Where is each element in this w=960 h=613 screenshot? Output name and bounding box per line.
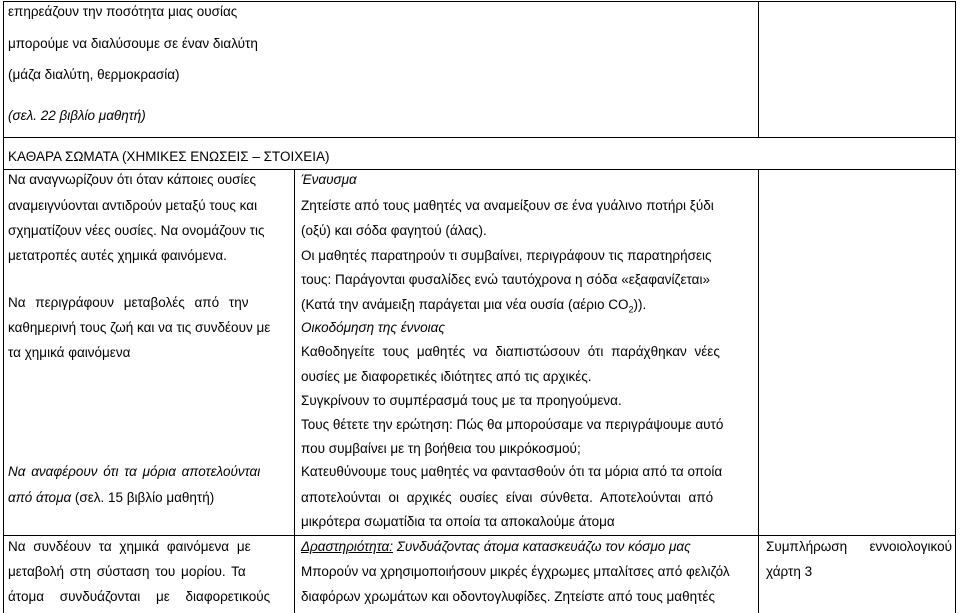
activity-text: (Κατά την ανάμειξη παράγεται μια νέα ουσία (αέριο CO <box>301 297 629 312</box>
activity-line: (οξύ) και σόδα φαγητού (άλας). <box>301 223 487 238</box>
activity-title: Συνδυάζοντας άτομα κατασκευάζω τον κόσμο μας <box>392 539 691 554</box>
intro-line-3: (μάζα διαλύτη, θερμοκρασία) <box>8 67 180 82</box>
intro-line-1: επηρεάζουν την ποσότητα μιας ουσίας <box>8 4 238 19</box>
objective-line: Να συνδέουν τα χημικά φαινόμενα με <box>8 539 251 554</box>
objective-line: άτομα συνδυάζονται με διαφορετικούς <box>8 589 271 604</box>
table-border-col-2-lower <box>758 169 759 613</box>
objective-line-6: καθημερινή τους ζωή και να τις συνδέουν με <box>8 320 271 335</box>
table-border-col-2 <box>758 1 759 137</box>
objective-line-8: Να αναφέρουν ότι τα μόρια αποτελούνται <box>8 464 261 479</box>
activity-line: Ζητείστε από τους μαθητές να αναμείξουν σε ένα γυάλινο ποτήρι ξύδι <box>301 198 714 213</box>
activity-line: Μπορούν να χρησιμοποιήσουν μικρές έγχρωμες μπαλίτσες από φελιζόλ <box>301 564 730 579</box>
table-border-row-divider-3 <box>3 535 956 536</box>
table-border-top <box>3 1 956 2</box>
subscript: 2 <box>628 304 634 315</box>
activity-line: μικρότερα σωματίδια τα οποία τα αποκαλούμε άτομα <box>301 514 615 529</box>
activity-heading <box>301 539 691 555</box>
objective-text: Να αναγνωρίζουν ότι όταν κάποιες ουσίες <box>8 172 257 187</box>
activity-line: διαφόρων χρωμάτων και οδοντογλυφίδες. Ζητείστε από τους μαθητές <box>301 589 715 604</box>
activity-line: Συγκρίνουν το συμπέρασμά τους με τα προηγούμενα. <box>301 393 622 408</box>
activity-line <box>301 490 749 505</box>
table-border-col-1 <box>294 169 295 613</box>
objective-text: αναμειγνύονται αντιδρούν μεταξύ τους και <box>8 198 258 213</box>
objective-line-1 <box>8 172 288 187</box>
objective-line-2 <box>8 198 288 213</box>
activity-line <box>301 344 749 359</box>
objective-text: σχηματίζουν νέες ουσίες. Να ονομάζουν τις <box>8 223 265 238</box>
objective-line-7: τα χημικά φαινόμενα <box>8 345 131 360</box>
assessment-word: Συμπλήρωση <box>766 539 848 554</box>
activity-line: Κατευθύνουμε τους μαθητές να φαντασθούν ότι τα μόρια από τα οποία <box>301 464 723 479</box>
objective-line-9 <box>8 490 214 506</box>
activity-text: )). <box>633 297 647 312</box>
activity-line: που συμβαίνει με τη βοήθεια του μικρόκοσμού; <box>301 441 581 456</box>
table-border-row-divider-2 <box>3 169 956 170</box>
activity-label: Δραστηριότητα: <box>301 539 393 554</box>
activity-line: ουσίες με διαφορετικές ιδιότητες από τις αρχικές. <box>301 369 592 384</box>
trigger-heading: Έναυσμα <box>301 172 357 187</box>
objective-line-5: Να περιγράφουν μεταβολές από την <box>8 295 249 310</box>
table-border-right <box>955 1 956 613</box>
table-border-left <box>3 1 4 613</box>
intro-line-2: μπορούμε να διαλύσουμε σε έναν διαλύτη <box>8 36 258 51</box>
objective-line-4: μετατροπές αυτές χημικά φαινόμενα. <box>8 248 227 263</box>
assessment-word: εννοιολογικού <box>869 539 952 554</box>
activity-text: αποτελούνται οι αρχικές ουσίες είναι σύνθετα. Αποτελούνται από <box>301 490 714 505</box>
section-heading: ΚΑΘΑΡΑ ΣΩΜΑΤΑ (ΧΗΜΙΚΕΣ ΕΝΩΣΕΙΣ – ΣΤΟΙΧΕΙΑ) <box>8 149 330 164</box>
intro-page-reference: (σελ. 22 βιβλίο μαθητή) <box>8 108 146 123</box>
objective-line-3 <box>8 223 288 238</box>
activity-line: Τους θέτετε την ερώτηση: Πώς θα μπορούσαμε να περιγράψουμε αυτό <box>301 417 724 432</box>
concept-heading: Οικοδόμηση της έννοιας <box>301 320 445 335</box>
activity-text: Καθοδηγείτε τους μαθητές να διαπιστώσουν ότι παράχθηκαν νέες <box>301 344 720 359</box>
objective-line: μεταβολή στη σύσταση του μορίου. Τα <box>8 564 246 579</box>
activity-line <box>301 297 646 313</box>
assessment-line-2: χάρτη 3 <box>766 564 813 579</box>
table-border-row-divider-1 <box>3 137 956 138</box>
objective-page-reference: (σελ. 15 βιβλίο μαθητή) <box>71 490 215 505</box>
assessment-line-1 <box>766 539 952 554</box>
activity-line: Οι μαθητές παρατηρούν τι συμβαίνει, περιγράφουν τις παρατηρήσεις <box>301 248 712 263</box>
activity-line: τους: Παράγονται φυσαλίδες ενώ ταυτόχρονα η σόδα «εξαφανίζεται» <box>301 272 710 287</box>
objective-italic-text: από άτομα <box>8 490 72 505</box>
